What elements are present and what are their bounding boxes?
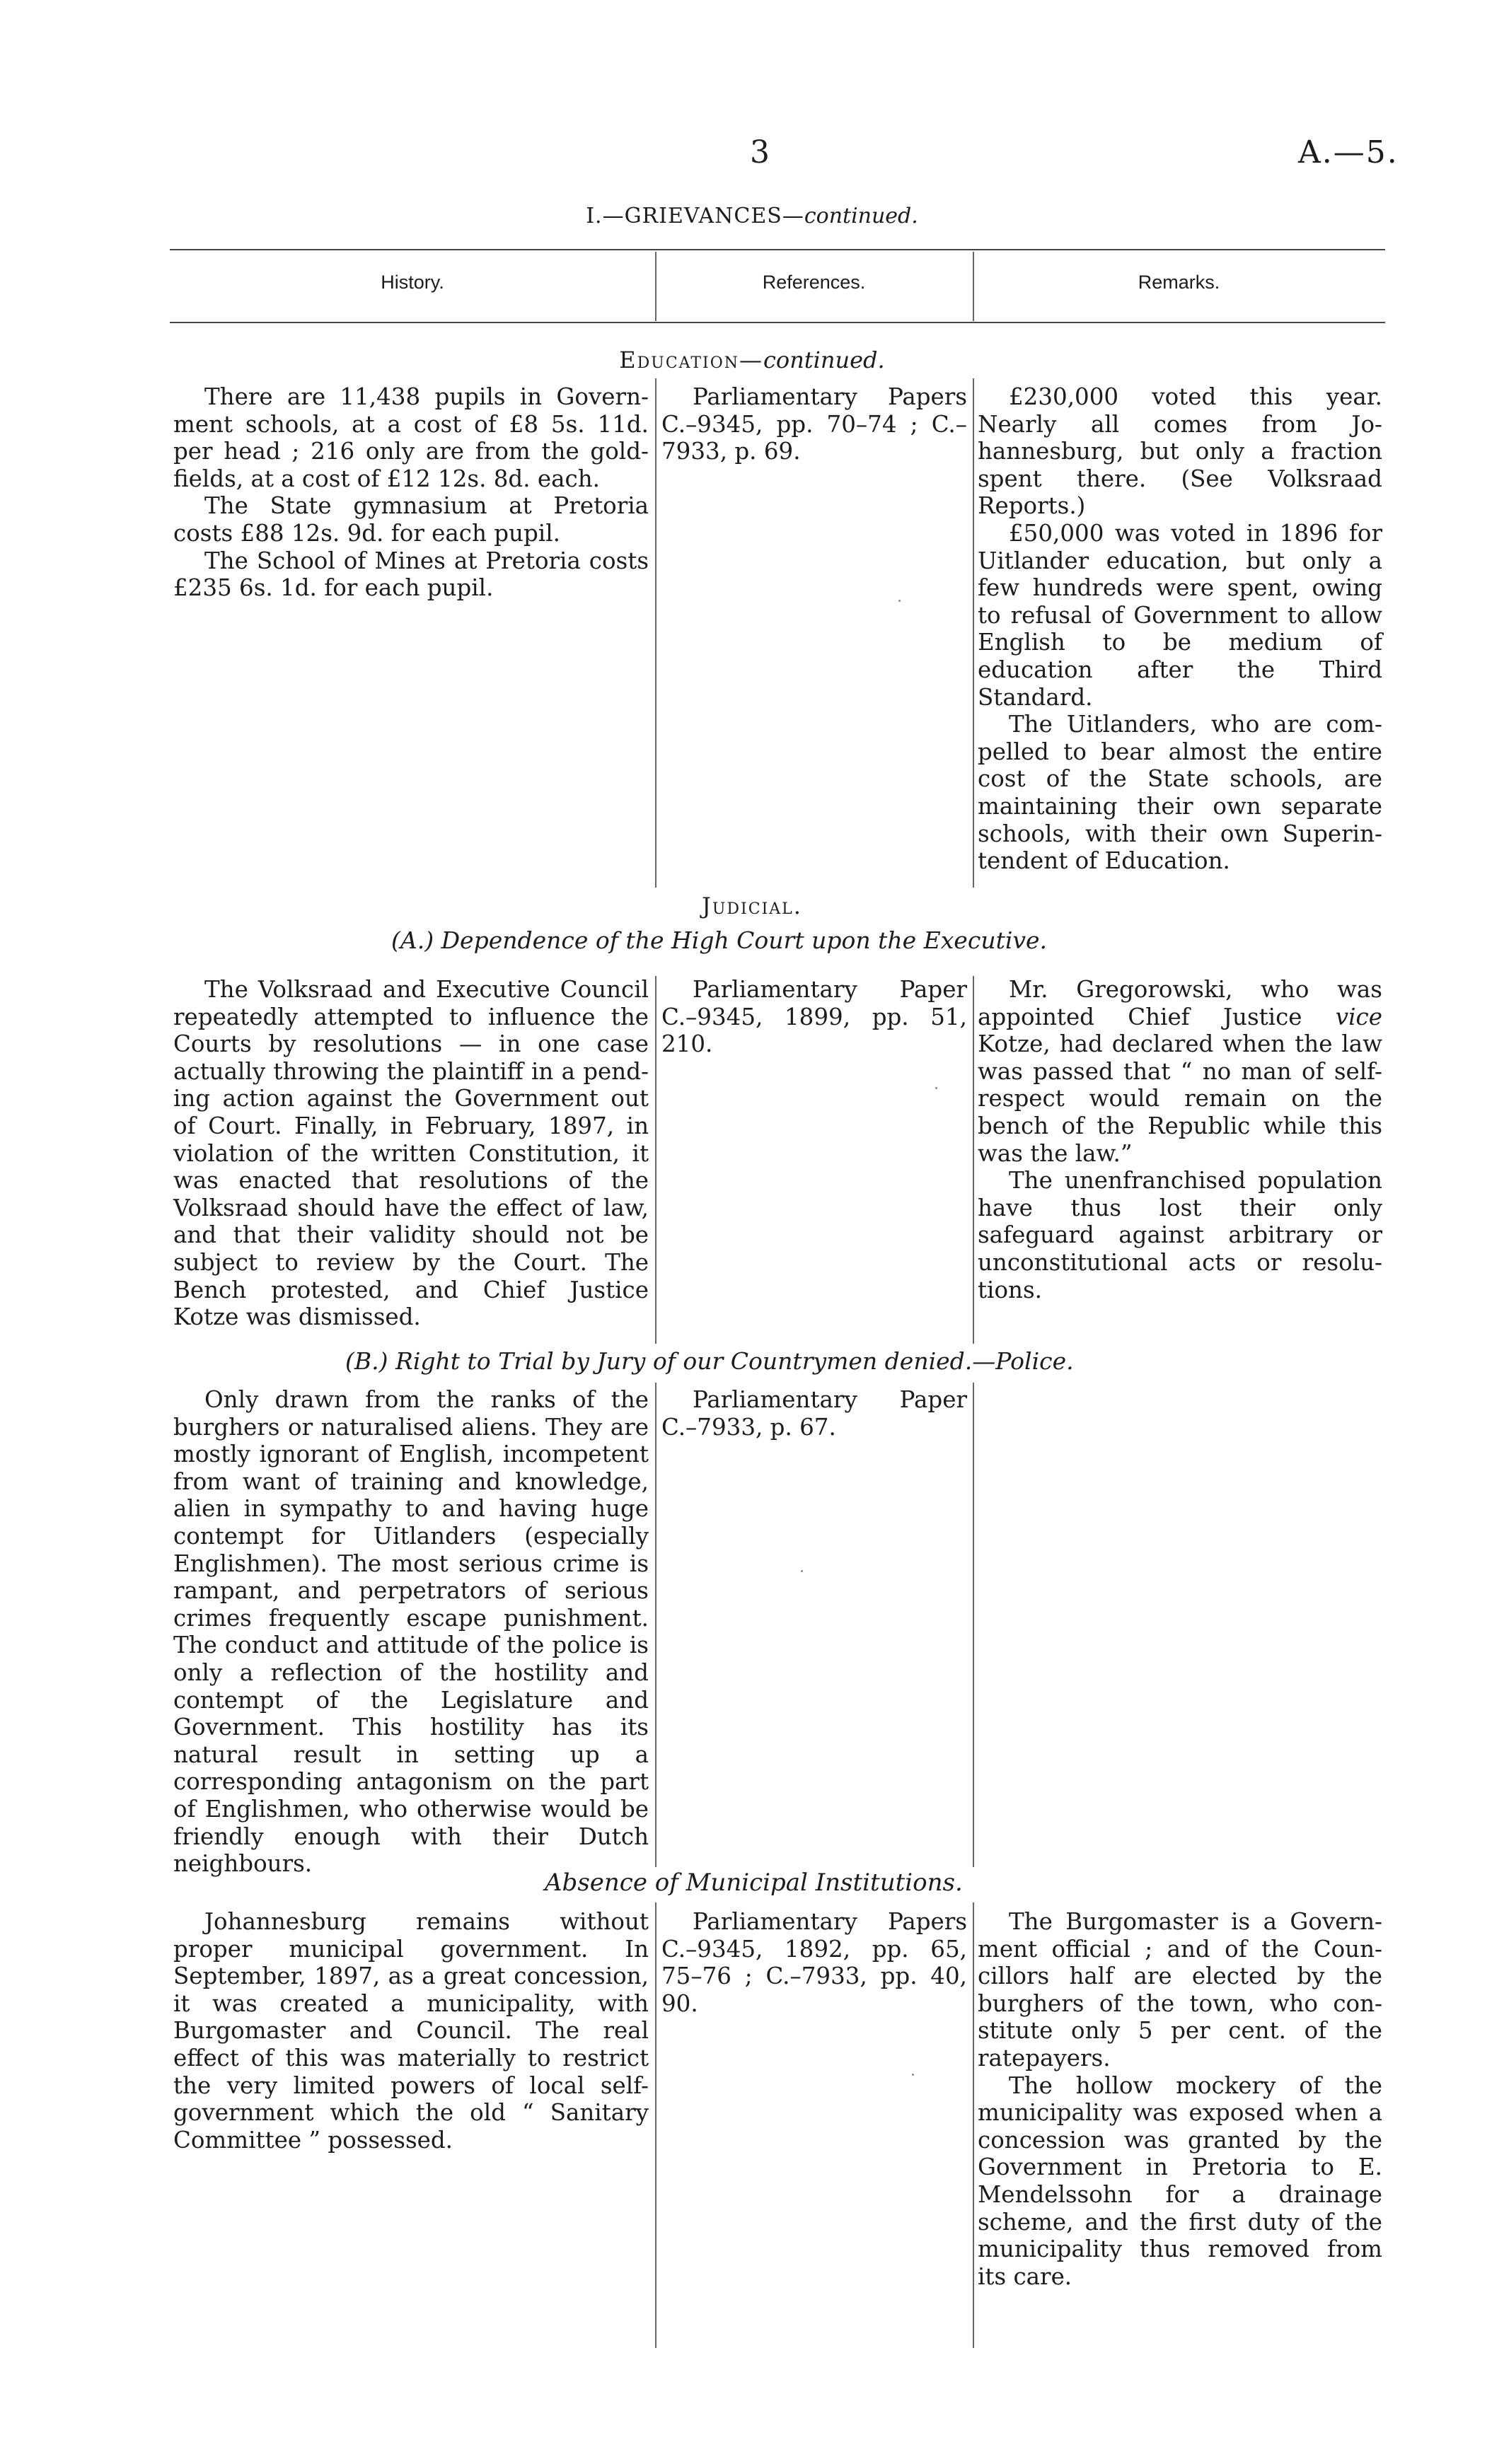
paragraph: Johannesburg remains without proper municipal government. In September, 1897, as a great concession, it was created a municipality, with Burgomaster and Council. The real effect of this was materially to restrict the very limited powers of local self-government which the old “ Sanitary Committee ” possessed. bbox=[173, 1908, 649, 2154]
municipal-heading: Absence of Municipal Institutions. bbox=[545, 1869, 963, 1897]
paragraph: £50,000 was voted in 1896 for Uitlander education, but only a few hundreds were spent, owing to refusal of Government to allow English to be medium of education after the Third Standard. bbox=[978, 519, 1382, 711]
education-references bbox=[661, 383, 967, 465]
paragraph: £230,000 voted this year. Nearly all comes from Johannesburg, but only a fraction spent there. (See Volksraad Reports.) bbox=[978, 383, 1382, 520]
judicial-b-references bbox=[661, 1386, 967, 1441]
paragraph: Only drawn from the ranks of the burghers or naturalised aliens. They are mostly ignorant of English, incompetent from want of training and knowledge, alien in sympathy to and having huge contempt for Uitlanders (especially Englishmen). The most serious crime is rampant, and perpetrators of serious crimes frequently escape punishment. The conduct and attitude of the police is only a reflection of the hostility and contempt of the Legislature and Government. This hostility has its natural result in setting up a corresponding antagonism on the part of Englishmen, who otherwise would be friendly enough with their Dutch neighbours. bbox=[173, 1386, 649, 1878]
print-speck bbox=[898, 600, 901, 602]
judicial-a-history bbox=[173, 976, 649, 1331]
judicial-b-divider-1 bbox=[655, 1383, 656, 1867]
remarks-vice: vice bbox=[1335, 1003, 1382, 1030]
document-reference: A.—5. bbox=[1298, 134, 1399, 170]
print-speck bbox=[912, 2074, 914, 2076]
column-header-history: History. bbox=[381, 272, 444, 293]
paragraph: The State gymnasium at Pretoria costs £88 12s. 9d. for each pupil. bbox=[173, 492, 649, 547]
reference: Parliamentary Papers C.–9345, 1892, pp. 65, 75–76 ; C.–7933, pp. 40, 90. bbox=[661, 1908, 967, 2017]
judicial-b-divider-2 bbox=[973, 1383, 974, 1867]
education-heading-continued: continued. bbox=[763, 347, 885, 373]
column-header-remarks: Remarks. bbox=[1138, 272, 1220, 293]
subsection-b-title: Right to Trial by Jury of our Countrymen denied.—Police. bbox=[395, 1347, 1074, 1375]
reference: Parliamentary Paper C.–7933, p. 67. bbox=[661, 1386, 967, 1441]
paragraph: The Uitlanders, who are compelled to bear almost the entire cost of the State schools, are maintaining their own separate schools, with their own Superintendent of Education. bbox=[978, 711, 1382, 875]
reference: Parliamentary Papers C.–9345, pp. 70–74 ; C.–7933, p. 69. bbox=[661, 383, 967, 465]
subsection-b-label: (B.) bbox=[345, 1347, 388, 1375]
running-title-main: I.—GRIEVANCES— bbox=[586, 204, 804, 228]
print-speck bbox=[801, 1570, 803, 1572]
section-heading-education bbox=[0, 347, 1504, 373]
education-heading: Education— bbox=[619, 347, 763, 373]
paragraph: There are 11,438 pupils in Government schools, at a cost of £8 5s. 11d. per head ; 216 only are from the goldfields, at a cost of £12 12s. 8d. each. bbox=[173, 383, 649, 492]
column-header-references: References. bbox=[762, 272, 866, 293]
top-rule bbox=[170, 249, 1385, 250]
subsection-b-heading bbox=[345, 1347, 1074, 1375]
page-number: 3 bbox=[750, 134, 770, 170]
judicial-heading: Judicial. bbox=[702, 893, 802, 919]
paragraph bbox=[978, 976, 1382, 1167]
judicial-a-remarks bbox=[978, 976, 1382, 1303]
running-title bbox=[0, 204, 1504, 228]
education-divider-1 bbox=[655, 378, 656, 888]
subsection-a-title: Dependence of the High Court upon the Executive. bbox=[441, 926, 1048, 954]
paragraph: The Burgomaster is a Government official ; and of the Councillors half are elected by the burghers of the town, who constitute only 5 per cent. of the ratepayers. bbox=[978, 1908, 1382, 2071]
education-remarks bbox=[978, 383, 1382, 875]
paragraph: The hollow mockery of the municipality was exposed when a concession was granted by the Government in Pretoria to E. Mendelssohn for a drainage scheme, and the first duty of the municipality thus removed from its care. bbox=[978, 2071, 1382, 2290]
municipal-remarks bbox=[978, 1908, 1382, 2290]
municipal-divider-1 bbox=[655, 1902, 656, 2348]
reference: Parliamentary Paper C.–9345, 1899, pp. 51, 210. bbox=[661, 976, 967, 1058]
remarks-post: Kotze, had declared when the law was passed that “ no man of self-respect would remain on the bench of the Republic while this was the law.” bbox=[978, 1030, 1382, 1167]
municipal-references bbox=[661, 1908, 967, 2017]
running-title-continued: continued. bbox=[804, 204, 918, 228]
judicial-a-references bbox=[661, 976, 967, 1058]
judicial-a-divider-1 bbox=[655, 976, 656, 1344]
subsection-a-label: (A.) bbox=[391, 926, 434, 954]
subsection-a-heading bbox=[391, 926, 1047, 954]
paragraph: The unenfranchised population have thus lost their only safeguard against arbitrary or unconstitutional acts or resolutions. bbox=[978, 1167, 1382, 1303]
education-divider-2 bbox=[973, 378, 974, 888]
paragraph: The Volksraad and Executive Council repeatedly attempted to influence the Courts by resolutions — in one case actually throwing the plaintiff in a pending action against the Government out of Court. Finally, in February, 1897, in violation of the written Constitution, it was enacted that resolutions of the Volksraad should have the effect of law, and that their validity should not be subject to review by the Court. The Bench protested, and Chief Justice Kotze was dismissed. bbox=[173, 976, 649, 1331]
education-history bbox=[173, 383, 649, 602]
section-heading-judicial bbox=[0, 893, 1504, 919]
judicial-b-history bbox=[173, 1386, 649, 1878]
header-bottom-rule bbox=[170, 322, 1385, 323]
municipal-divider-2 bbox=[973, 1902, 974, 2348]
paragraph: The School of Mines at Pretoria costs £235 6s. 1d. for each pupil. bbox=[173, 547, 649, 602]
section-heading-municipal bbox=[545, 1869, 963, 1897]
judicial-a-divider-2 bbox=[973, 976, 974, 1344]
print-speck bbox=[935, 1087, 937, 1089]
remarks-pre: Mr. Gregorowski, who was appointed Chief Justice bbox=[978, 976, 1382, 1030]
municipal-history bbox=[173, 1908, 649, 2154]
